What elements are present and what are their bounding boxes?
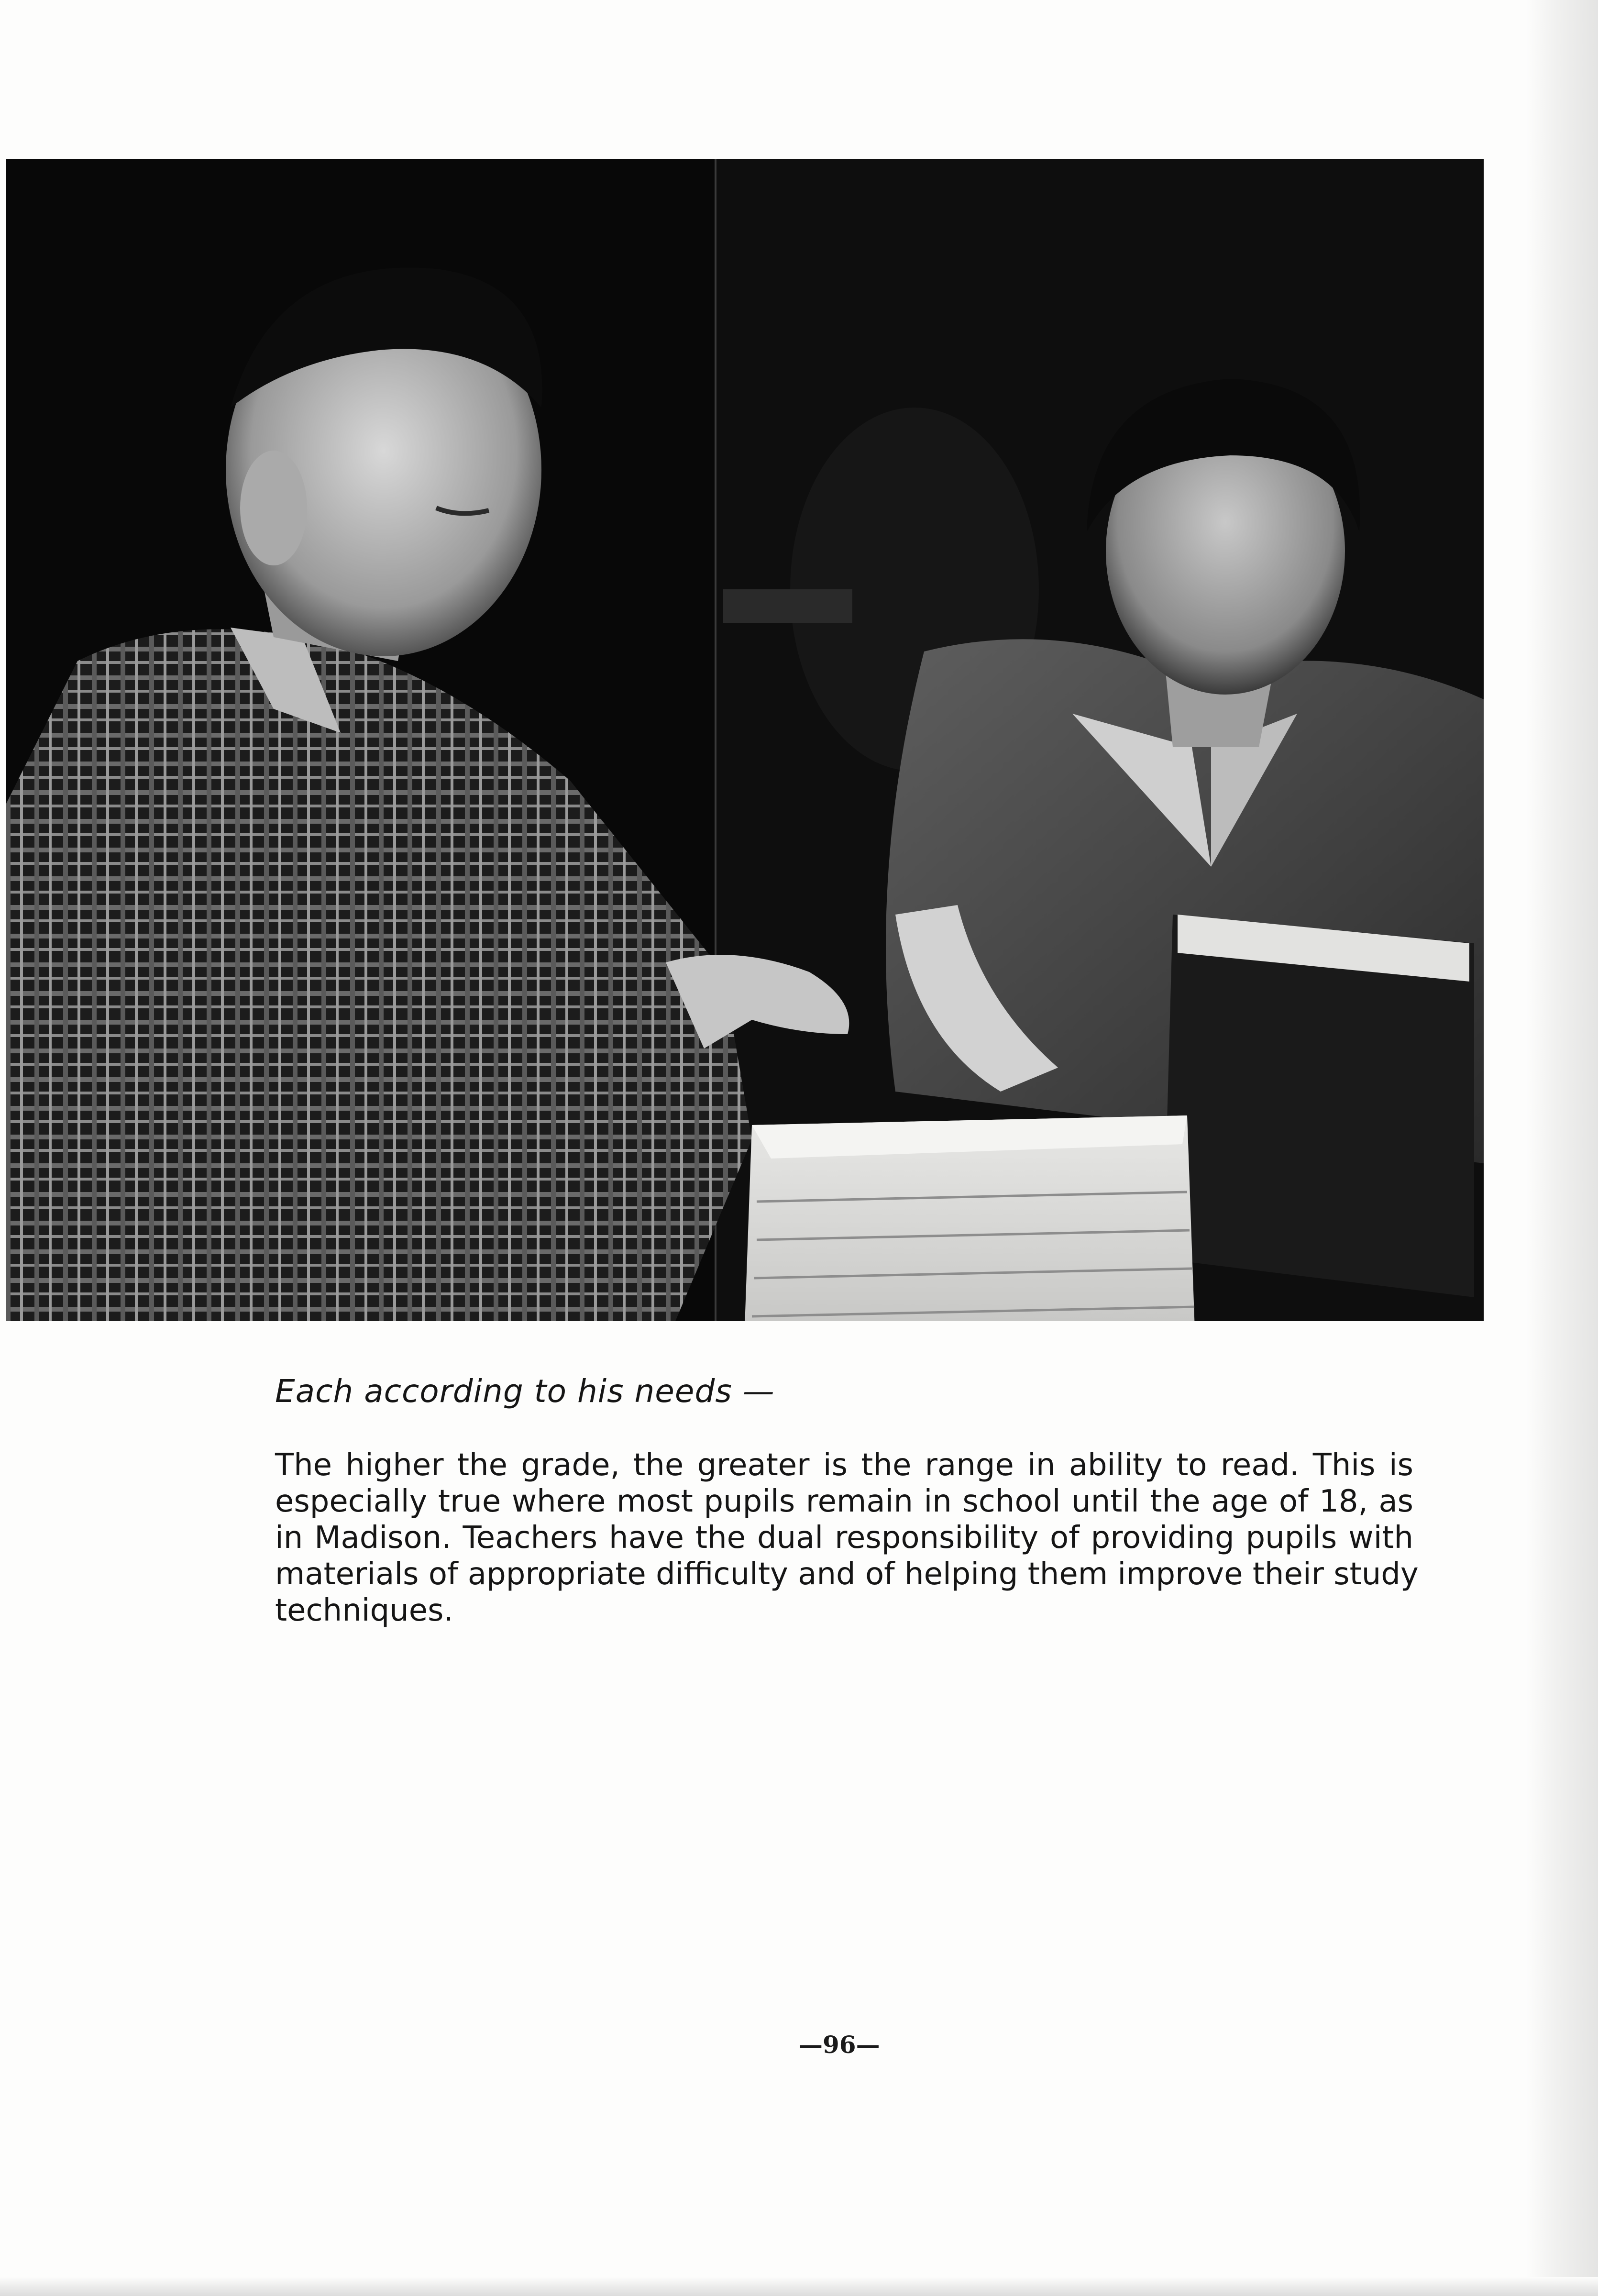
page-edge-shadow <box>1526 0 1598 2296</box>
caption-line: materials of appropriate difficulty and of helping them improve their study <box>275 1556 1419 1592</box>
caption-line: techniques. <box>275 1593 453 1628</box>
photograph-svg <box>6 159 1484 1321</box>
caption-title: Each according to his needs — <box>275 1373 775 1410</box>
page-number: —96— <box>799 2031 880 2059</box>
caption-line: especially true where most pupils remain in school until the age of 18, as <box>275 1484 1413 1519</box>
caption-body <box>275 1447 1419 1629</box>
caption-line: in Madison. Teachers have the dual responsibility of providing pupils with <box>275 1520 1413 1556</box>
page-bottom-edge <box>0 2277 1598 2296</box>
photograph <box>6 159 1484 1321</box>
caption-line: The higher the grade, the greater is the range in ability to read. This is <box>275 1447 1413 1483</box>
open-book <box>742 1115 1197 1321</box>
